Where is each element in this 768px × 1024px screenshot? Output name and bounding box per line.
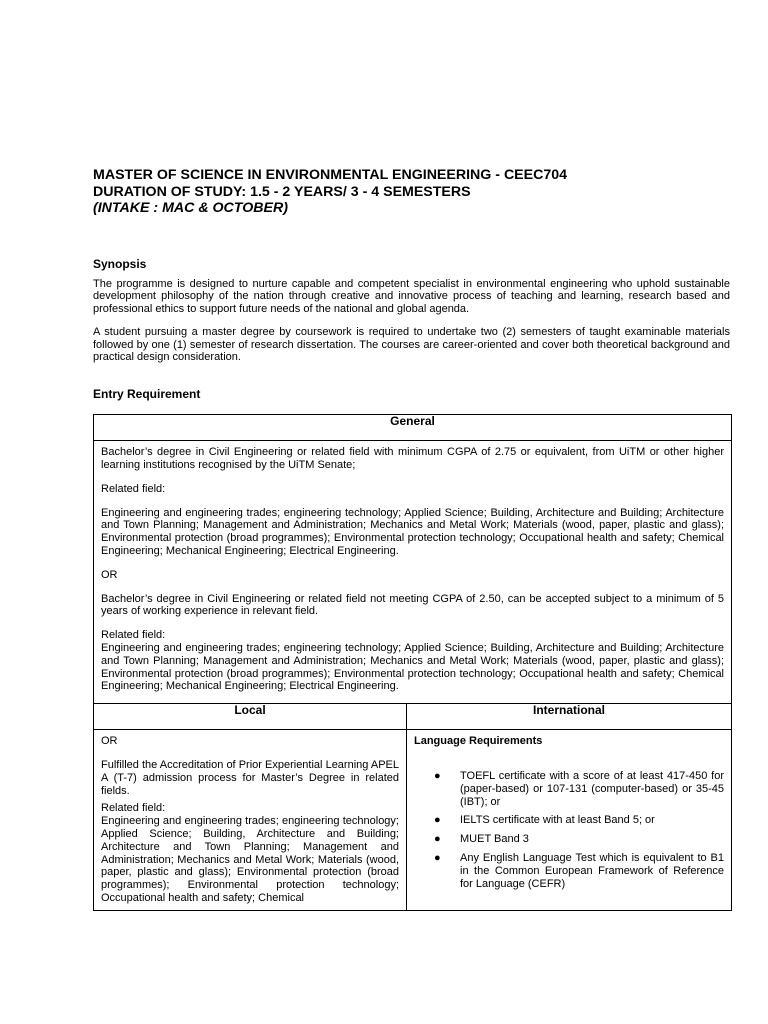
- list-item: ● Any English Language Test which is equivalent to B1 in the Common European Framework of Reference for Language (CEFR): [434, 852, 725, 890]
- bullet-icon: ●: [434, 770, 441, 783]
- list-item: ● MUET Band 3: [434, 833, 529, 846]
- intake-line: (INTAKE : MAC & OCTOBER): [93, 200, 288, 216]
- general-related-text-1: Engineering and engineering trades; engineering technology; Applied Science; Building, Architecture and Building; Architecture and Town Planning; Management and Administration; Mechanics and Metal Work; Materials (wood, paper, plastic and glass); Environmental protection (broad programmes); Environmental protection technology; Occupational health and safety; Chemical Engineering; Mechanical Engineering; Electrical Engineering.: [101, 506, 725, 558]
- international-cell: [407, 730, 732, 911]
- local-header: Local: [94, 704, 407, 730]
- local-or: OR: [101, 735, 118, 748]
- international-header: International: [407, 704, 732, 730]
- language-requirements-list: [414, 770, 724, 890]
- document-page: [93, 167, 730, 911]
- local-related-label: Related field:: [101, 802, 166, 815]
- bullet-icon: ●: [434, 833, 441, 846]
- general-related-label-2: Related field:: [101, 629, 166, 642]
- general-related-label-1: Related field:: [101, 482, 166, 495]
- local-cell: [94, 730, 407, 911]
- bullet-icon: ●: [434, 852, 441, 865]
- synopsis-section: [93, 257, 730, 365]
- programme-title: MASTER OF SCIENCE IN ENVIRONMENTAL ENGINEERING - CEEC704: [93, 167, 568, 183]
- bullet-icon: ●: [434, 814, 441, 827]
- entry-requirement-heading: Entry Requirement: [93, 387, 201, 402]
- entry-requirement-table: [93, 414, 732, 911]
- language-requirements-heading: Language Requirements: [414, 735, 543, 748]
- list-item: ● IELTS certificate with at least Band 5; or: [434, 814, 655, 827]
- general-related-text-2: Engineering and engineering trades; engineering technology; Applied Science; Building, Architecture and Building; Architecture and Town Planning; Management and Administration; Mechanics and Metal Work; Materials (wood, paper, plastic and glass); Environmental protection (broad programmes); Environmental protection technology; Occupational health and safety; Chemical Engineering; Mechanical Engineering; Electrical Engineering.: [101, 642, 725, 693]
- general-or: OR: [101, 568, 118, 581]
- general-paragraph-1: Bachelor’s degree in Civil Engineering or related field with minimum CGPA of 2.75 or equivalent, from UiTM or other higher learning institutions recognised by the UiTM Senate;: [101, 446, 725, 472]
- general-paragraph-2: Bachelor’s degree in Civil Engineering or related field not meeting CGPA of 2.50, can be accepted subject to a minimum of 5 years of working experience in relevant field.: [101, 592, 725, 618]
- general-cell: [94, 441, 732, 704]
- entry-requirement-section: [93, 387, 730, 911]
- duration-line: DURATION OF STUDY: 1.5 - 2 YEARS/ 3 - 4 SEMESTERS: [93, 183, 471, 200]
- synopsis-paragraph-1: The programme is designed to nurture capable and competent specialist in environmental engineering who uphold sustainable development philosophy of the nation through creative and innovative process of teaching and learning, research based and professional ethics to support future needs of the national and global agenda.: [93, 277, 730, 316]
- general-header: General: [94, 415, 732, 441]
- list-item: ● TOEFL certificate with a score of at least 417-450 for (paper-based) or 107-131 (computer-based) or 35-45 (IBT); or: [434, 770, 725, 808]
- local-related-text: Engineering and engineering trades; engineering technology; Applied Science; Building, Architecture and Building; Architecture and Town Planning; Management and Administration; Mechanics and Metal Work; Materials (wood, paper, plastic and glass); Environmental protection (broad programmes); Environmental protection technology; Occupational health and safety; Chemical: [101, 815, 399, 904]
- local-paragraph-1: Fulfilled the Accreditation of Prior Experiential Learning APEL A (T-7) admission process for Master’s Degree in related fields.: [101, 759, 399, 797]
- synopsis-heading: Synopsis: [93, 256, 147, 271]
- synopsis-paragraph-2: A student pursuing a master degree by coursework is required to undertake two (2) semesters of taught examinable materials followed by one (1) semester of research dissertation. The courses are career-oriented and cover both theoretical background and practical design consideration.: [93, 325, 730, 364]
